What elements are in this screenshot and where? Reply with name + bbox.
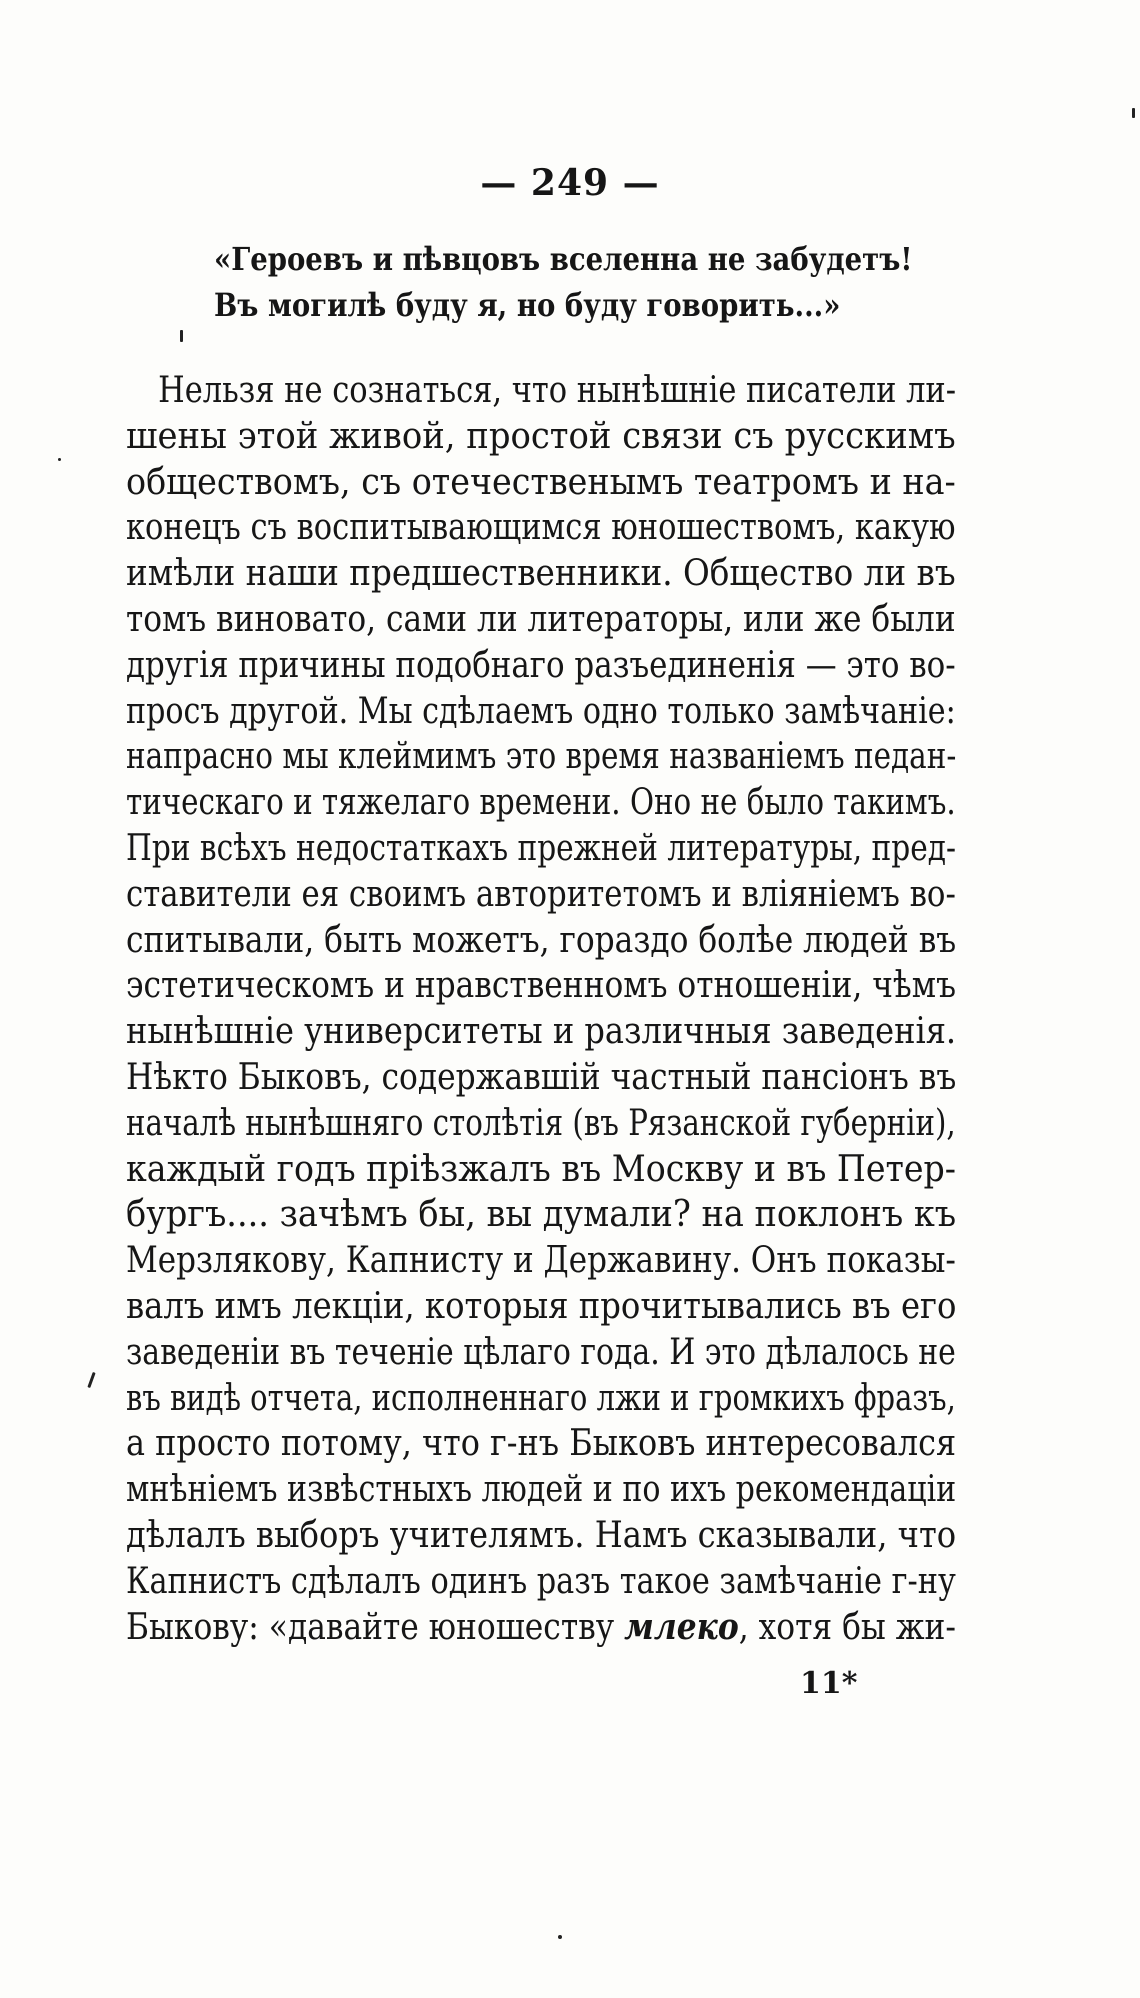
text-line: Нѣкто Быковъ, содержавшій частный пансіонъ въ	[126, 1056, 957, 1098]
text-fragment: Быкову: «давайте юношеству	[126, 1606, 625, 1648]
ink-speck	[558, 1935, 562, 1939]
text-line: тическаго и тяжелаго времени. Оно не было такимъ.	[126, 782, 956, 824]
italic-word: млеко	[624, 1605, 739, 1648]
text-line: въ видѣ отчета, исполненнаго лжи и громкихъ фразъ,	[126, 1377, 956, 1419]
text-line: бургъ.... зачѣмъ бы, вы думали? на поклонъ къ	[126, 1194, 957, 1236]
text-line: мнѣніемъ извѣстныхъ людей и по ихъ рекомендаціи	[126, 1469, 957, 1511]
text-line: нынѣшніе университеты и различныя заведенія.	[126, 1011, 957, 1053]
epigraph	[214, 236, 913, 328]
text-line: томъ виновато, сами ли литераторы, или же были	[126, 598, 956, 640]
text-line: эстетическомъ и нравственномъ отношеніи, чѣмъ	[126, 965, 956, 1007]
text-line: спитывали, быть можетъ, гораздо болѣе людей въ	[126, 919, 957, 961]
ink-speck	[180, 330, 183, 342]
text-line: Нельзя не сознаться, что нынѣшніе писатели ли-	[158, 370, 957, 411]
text-line: При всѣхъ недостаткахъ прежней литературы, пред-	[126, 827, 957, 869]
text-fragment: , хотя бы жи-	[738, 1606, 956, 1648]
text-line-last	[126, 1605, 956, 1651]
text-line: началѣ нынѣшняго столѣтія (въ Рязанской губерніи),	[126, 1102, 956, 1144]
ink-speck	[1132, 108, 1135, 118]
text-line: напрасно мы клеймимъ это время названіемъ педан-	[126, 736, 957, 778]
ink-speck	[87, 1372, 95, 1388]
text-line: Мерзлякову, Капнисту и Державину. Онъ показы-	[126, 1240, 956, 1282]
text-line: конецъ съ воспитывающимся юношествомъ, какую	[126, 507, 956, 549]
text-line: имѣли наши предшественники. Общество ли въ	[126, 553, 956, 595]
text-line: валъ имъ лекціи, которыя прочитывались въ его	[126, 1285, 957, 1327]
text-line: Капнистъ сдѣлалъ одинъ разъ такое замѣчаніе г-ну	[126, 1560, 956, 1602]
text-line: обществомъ, съ отечественымъ театромъ и на-	[126, 461, 956, 503]
ink-speck	[58, 458, 61, 461]
epigraph-line: Въ могилѣ буду я, но буду говорить...»	[214, 286, 841, 324]
text-line: шены этой живой, простой связи съ русскимъ	[126, 415, 956, 457]
text-line: дѣлалъ выборъ учителямъ. Намъ сказывали, что	[126, 1514, 957, 1556]
text-line: заведеніи въ теченіе цѣлаго года. И это дѣлалось не	[126, 1331, 956, 1373]
text-line: другія причины подобнаго разъединенія — это во-	[126, 644, 956, 686]
signature-mark: 11*	[800, 1666, 858, 1701]
body-text	[126, 368, 956, 1650]
text-line: ставители ея своимъ авторитетомъ и вліяніемъ во-	[126, 873, 956, 915]
text-line: просъ другой. Мы сдѣлаемъ одно только замѣчаніе:	[126, 690, 956, 732]
text-line: каждый годъ пріѣзжалъ въ Москву и въ Петер-	[126, 1148, 956, 1190]
page-number: — 249 —	[480, 162, 660, 204]
epigraph-line: «Героевъ и пѣвцовъ вселенна не забудетъ!	[214, 240, 913, 278]
text-line: а просто потому, что г-нъ Быковъ интересовался	[126, 1423, 957, 1465]
